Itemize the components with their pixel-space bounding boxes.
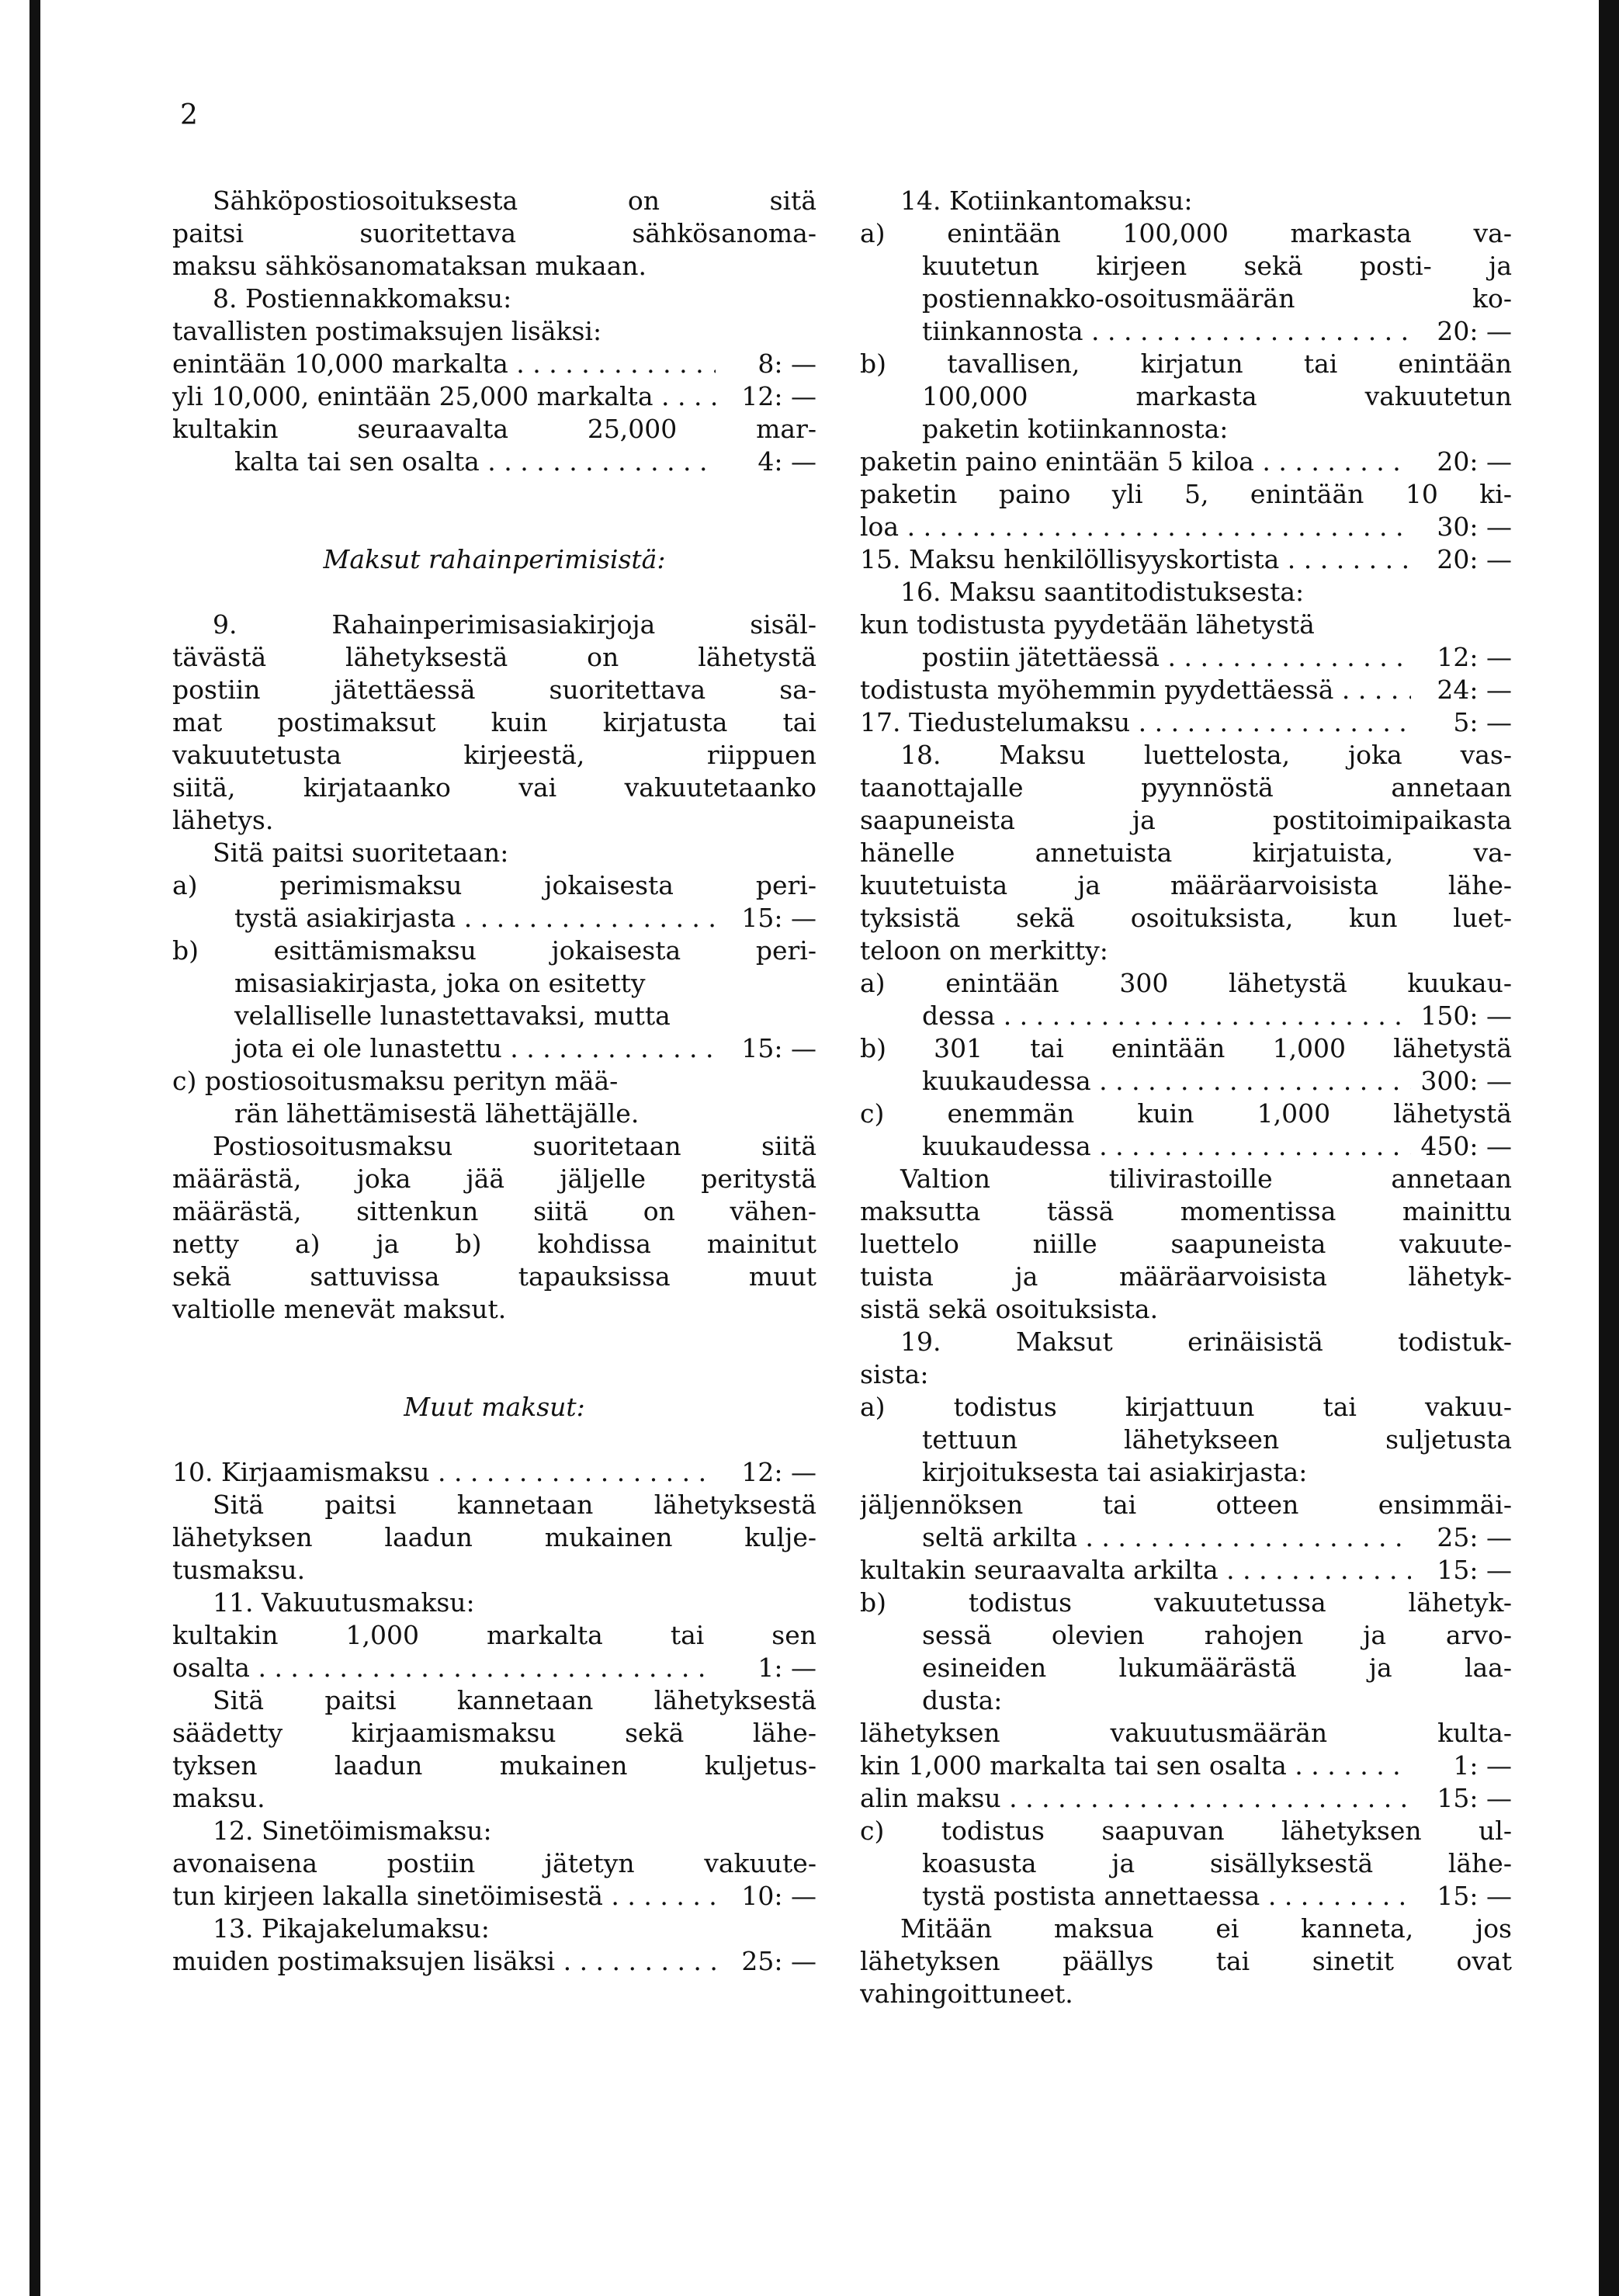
fee-row xyxy=(860,641,1512,674)
fee-row xyxy=(860,1065,1512,1098)
page-number: 2 xyxy=(180,99,198,131)
text-line: tuista ja määräarvoisista lähetyk- xyxy=(860,1261,1512,1292)
text-line: koasusta ja sisällyksestä lähe- xyxy=(922,1848,1512,1878)
text-line: b) tavallisen, kirjatun tai enintään xyxy=(860,349,1512,379)
text-line: c) enemmän kuin 1,000 lähetystä xyxy=(860,1098,1512,1129)
text-line: Sitä paitsi suoritetaan: xyxy=(213,838,509,868)
fee-amount: 12: — xyxy=(741,381,816,411)
text-line: valtiolle menevät maksut. xyxy=(172,1294,507,1324)
fee-row xyxy=(860,1130,1512,1163)
fee-label: tystä postista annettaessa . . . xyxy=(860,1880,1411,1913)
text-line: vakuutetusta kirjeestä, riippuen xyxy=(172,740,816,770)
text-line: sistä sekä osoituksista. xyxy=(860,1294,1159,1324)
scan-border-left xyxy=(29,0,40,2296)
fee-row xyxy=(860,511,1512,543)
text-line: tusmaksu. xyxy=(172,1555,306,1585)
scan-border-right xyxy=(1599,0,1619,2296)
fee-amount: 10: — xyxy=(741,1881,816,1911)
fee-row xyxy=(860,1880,1512,1913)
text-line: a) enintään 300 lähetystä kuukau- xyxy=(860,968,1512,998)
text-line: taanottajalle pyynnöstä annetaan xyxy=(860,772,1512,803)
text-line: postiin jätettäessä suoritettava sa- xyxy=(172,675,816,705)
text-line: tavallisten postimaksujen lisäksi: xyxy=(172,316,602,346)
text-line: määrästä, sittenkun siitä on vähen- xyxy=(172,1196,816,1226)
text-line: a) todistus kirjattuun tai vakuu- xyxy=(860,1392,1512,1422)
fee-row xyxy=(860,315,1512,348)
text-line: rän lähettämisestä lähettäjälle. xyxy=(234,1098,640,1129)
text-line: velalliselle lunastettavaksi, mutta xyxy=(234,1001,671,1031)
fee-label: todistusta myöhemmin pyydettäessä . . . xyxy=(860,674,1411,706)
text-line: sekä sattuvissa tapauksissa muut xyxy=(172,1261,816,1292)
fee-row xyxy=(172,1456,816,1489)
fee-label: postiin jätettäessä . . . xyxy=(860,641,1411,674)
fee-row xyxy=(860,706,1512,739)
text-line: a) perimismaksu jokaisesta peri- xyxy=(172,870,816,900)
fee-label: paketin paino enintään 5 kiloa . . . xyxy=(860,446,1411,478)
fee-row xyxy=(860,1554,1512,1587)
blank-line xyxy=(172,1326,816,1358)
fee-label: kin 1,000 markalta tai sen osalta . . . xyxy=(860,1750,1411,1782)
fee-label: osalta . . . xyxy=(172,1652,716,1684)
fee-amount: 30: — xyxy=(1437,512,1512,542)
fee-label: 17. Tiedustelumaksu . . . xyxy=(860,706,1411,739)
text-line: dusta: xyxy=(922,1685,1003,1715)
fee-amount: 12: — xyxy=(1437,642,1512,672)
text-line: Sitä paitsi kannetaan lähetyksestä xyxy=(213,1490,816,1520)
fee-label: 10. Kirjaamismaksu . . . xyxy=(172,1456,716,1489)
text-line: lähetyksen vakuutusmäärän kulta- xyxy=(860,1718,1512,1748)
text-line: kultakin seuraavalta 25,000 mar- xyxy=(172,414,816,444)
fee-amount: 150: — xyxy=(1420,1001,1512,1031)
fee-row xyxy=(172,446,816,478)
fee-amount: 25: — xyxy=(1437,1522,1512,1552)
text-line: jäljennöksen tai otteen ensimmäi- xyxy=(860,1490,1512,1520)
text-line: teloon on merkitty: xyxy=(860,935,1108,966)
text-line: 18. Maksu luettelosta, joka vas- xyxy=(900,740,1512,770)
text-line: Sitä paitsi kannetaan lähetyksestä xyxy=(213,1685,816,1715)
text-line: maksutta tässä momentissa mainittu xyxy=(860,1196,1512,1226)
text-line: b) 301 tai enintään 1,000 lähetystä xyxy=(860,1033,1512,1063)
text-line: lähetys. xyxy=(172,805,274,835)
text-line: kun todistusta pyydetään lähetystä xyxy=(860,609,1315,640)
text-line: 12. Sinetöimismaksu: xyxy=(213,1816,492,1846)
fee-label: enintään 10,000 markalta . . . xyxy=(172,348,716,380)
text-line: tävästä lähetyksestä on lähetystä xyxy=(172,642,816,672)
text-line: kultakin 1,000 markalta tai sen xyxy=(172,1620,816,1650)
fee-label: muiden postimaksujen lisäksi . . . xyxy=(172,1945,716,1978)
blank-line xyxy=(172,511,816,543)
fee-row xyxy=(860,1521,1512,1554)
blank-line xyxy=(172,1358,816,1391)
text-line: 8. Postiennakkomaksu: xyxy=(213,283,512,314)
text-line: siitä, kirjataanko vai vakuutetaanko xyxy=(172,772,816,803)
fee-amount: 300: — xyxy=(1420,1066,1512,1096)
fee-row xyxy=(172,1032,816,1065)
fee-label: loa . . . xyxy=(860,511,1411,543)
text-line: saapuneista ja postitoimipaikasta xyxy=(860,805,1512,835)
fee-label: kalta tai sen osalta . . . xyxy=(172,446,716,478)
text-line: esineiden lukumäärästä ja laa- xyxy=(922,1653,1512,1683)
blank-line xyxy=(172,1424,816,1456)
text-line: kuutetun kirjeen sekä posti- ja xyxy=(922,251,1512,281)
fee-row xyxy=(172,902,816,935)
fee-amount: 15: — xyxy=(1437,1783,1512,1813)
fee-amount: 12: — xyxy=(741,1457,816,1487)
text-line: lähetyksen laadun mukainen kulje- xyxy=(172,1522,816,1552)
fee-row xyxy=(172,348,816,380)
fee-label: kuukaudessa . . . xyxy=(860,1130,1411,1163)
fee-label: tun kirjeen lakalla sinetöimisestä . . . xyxy=(172,1880,716,1913)
text-line: 9. Rahainperimisasiakirjoja sisäl- xyxy=(213,609,816,640)
fee-row xyxy=(860,1782,1512,1815)
fee-row xyxy=(172,1652,816,1684)
section-heading: Maksut rahainperimisistä: xyxy=(323,544,666,574)
fee-row xyxy=(860,1750,1512,1782)
blank-line xyxy=(172,478,816,511)
fee-label: tystä asiakirjasta . . . xyxy=(172,902,716,935)
text-line: Postiosoitusmaksu suoritetaan siitä xyxy=(213,1131,816,1161)
text-line: paketin paino yli 5, enintään 10 ki- xyxy=(860,479,1512,509)
text-line: sessä olevien rahojen ja arvo- xyxy=(922,1620,1512,1650)
text-line: postiennakko-osoitusmäärän ko- xyxy=(922,283,1512,314)
text-line: hänelle annetuista kirjatuista, va- xyxy=(860,838,1512,868)
fee-amount: 5: — xyxy=(1453,707,1512,737)
text-line: 19. Maksut erinäisistä todistuk- xyxy=(900,1327,1512,1357)
fee-label: dessa . . . xyxy=(860,1000,1411,1032)
text-line: Sähköpostiosoituksesta on sitä xyxy=(213,186,816,216)
fee-row xyxy=(860,446,1512,478)
text-line: b) todistus vakuutetussa lähetyk- xyxy=(860,1587,1512,1618)
fee-amount: 15: — xyxy=(1437,1881,1512,1911)
fee-amount: 450: — xyxy=(1420,1131,1512,1161)
text-line: b) esittämismaksu jokaisesta peri- xyxy=(172,935,816,966)
text-line: maksu sähkösanomataksan mukaan. xyxy=(172,251,647,281)
fee-amount: 20: — xyxy=(1437,544,1512,574)
fee-amount: 25: — xyxy=(741,1946,816,1976)
right-column xyxy=(860,185,1512,2010)
text-line: mat postimaksut kuin kirjatusta tai xyxy=(172,707,816,737)
text-line: Valtion tilivirastoille annetaan xyxy=(900,1164,1512,1194)
text-line: Mitään maksua ei kanneta, jos xyxy=(900,1913,1512,1944)
text-line: kuutetuista ja määräarvoisista lähe- xyxy=(860,870,1512,900)
fee-label: jota ei ole lunastettu . . . xyxy=(172,1032,716,1065)
text-line: a) enintään 100,000 markasta va- xyxy=(860,218,1512,248)
fee-label: tiinkannosta . . . xyxy=(860,315,1411,348)
text-line: 11. Vakuutusmaksu: xyxy=(213,1587,475,1618)
fee-label: kultakin seuraavalta arkilta . . . xyxy=(860,1554,1411,1587)
text-line: 16. Maksu saantitodistuksesta: xyxy=(900,577,1305,607)
text-line: avonaisena postiin jätetyn vakuute- xyxy=(172,1848,816,1878)
fee-amount: 1: — xyxy=(757,1653,816,1683)
text-line: c) todistus saapuvan lähetyksen ul- xyxy=(860,1816,1512,1846)
fee-label: kuukaudessa . . . xyxy=(860,1065,1411,1098)
text-line: 100,000 markasta vakuutetun xyxy=(922,381,1512,411)
text-line: 13. Pikajakelumaksu: xyxy=(213,1913,490,1944)
text-line: kirjoituksesta tai asiakirjasta: xyxy=(922,1457,1308,1487)
fee-row xyxy=(172,1945,816,1978)
fee-row xyxy=(860,1000,1512,1032)
fee-label: alin maksu . . . xyxy=(860,1782,1411,1815)
fee-amount: 4: — xyxy=(757,446,816,477)
text-line: paketin kotiinkannosta: xyxy=(922,414,1229,444)
text-line: vahingoittuneet. xyxy=(860,1979,1073,2009)
text-line: tyksistä sekä osoituksista, kun luet- xyxy=(860,903,1512,933)
fee-row xyxy=(860,543,1512,576)
fee-amount: 15: — xyxy=(741,903,816,933)
fee-amount: 20: — xyxy=(1437,446,1512,477)
fee-amount: 8: — xyxy=(757,349,816,379)
fee-row xyxy=(172,380,816,413)
text-line: tettuun lähetykseen suljetusta xyxy=(922,1424,1512,1455)
blank-line xyxy=(172,576,816,609)
text-line: luettelo niille saapuneista vakuute- xyxy=(860,1229,1512,1259)
text-line: paitsi suoritettava sähkösanoma- xyxy=(172,218,816,248)
text-line: määrästä, joka jää jäljelle peritystä xyxy=(172,1164,816,1194)
text-line: säädetty kirjaamismaksu sekä lähe- xyxy=(172,1718,816,1748)
fee-label: seltä arkilta . . . xyxy=(860,1521,1411,1554)
fee-label: 15. Maksu henkilöllisyyskortista . . . xyxy=(860,543,1411,576)
text-line: netty a) ja b) kohdissa mainitut xyxy=(172,1229,816,1259)
fee-row xyxy=(860,674,1512,706)
text-line: sista: xyxy=(860,1359,929,1389)
fee-amount: 15: — xyxy=(1437,1555,1512,1585)
fee-row xyxy=(172,1880,816,1913)
text-line: tyksen laadun mukainen kuljetus- xyxy=(172,1750,816,1781)
fee-amount: 20: — xyxy=(1437,316,1512,346)
left-column xyxy=(172,185,816,1978)
text-line: c) postiosoitusmaksu perityn mää- xyxy=(172,1066,619,1096)
fee-amount: 24: — xyxy=(1437,675,1512,705)
text-line: misasiakirjasta, joka on esitetty xyxy=(234,968,646,998)
fee-label: yli 10,000, enintään 25,000 markalta . . . xyxy=(172,380,716,413)
section-heading: Muut maksut: xyxy=(404,1392,585,1422)
fee-amount: 15: — xyxy=(741,1033,816,1063)
fee-amount: 1: — xyxy=(1453,1750,1512,1781)
text-line: maksu. xyxy=(172,1783,265,1813)
text-line: lähetyksen päällys tai sinetit ovat xyxy=(860,1946,1512,1976)
text-line: 14. Kotiinkantomaksu: xyxy=(900,186,1193,216)
